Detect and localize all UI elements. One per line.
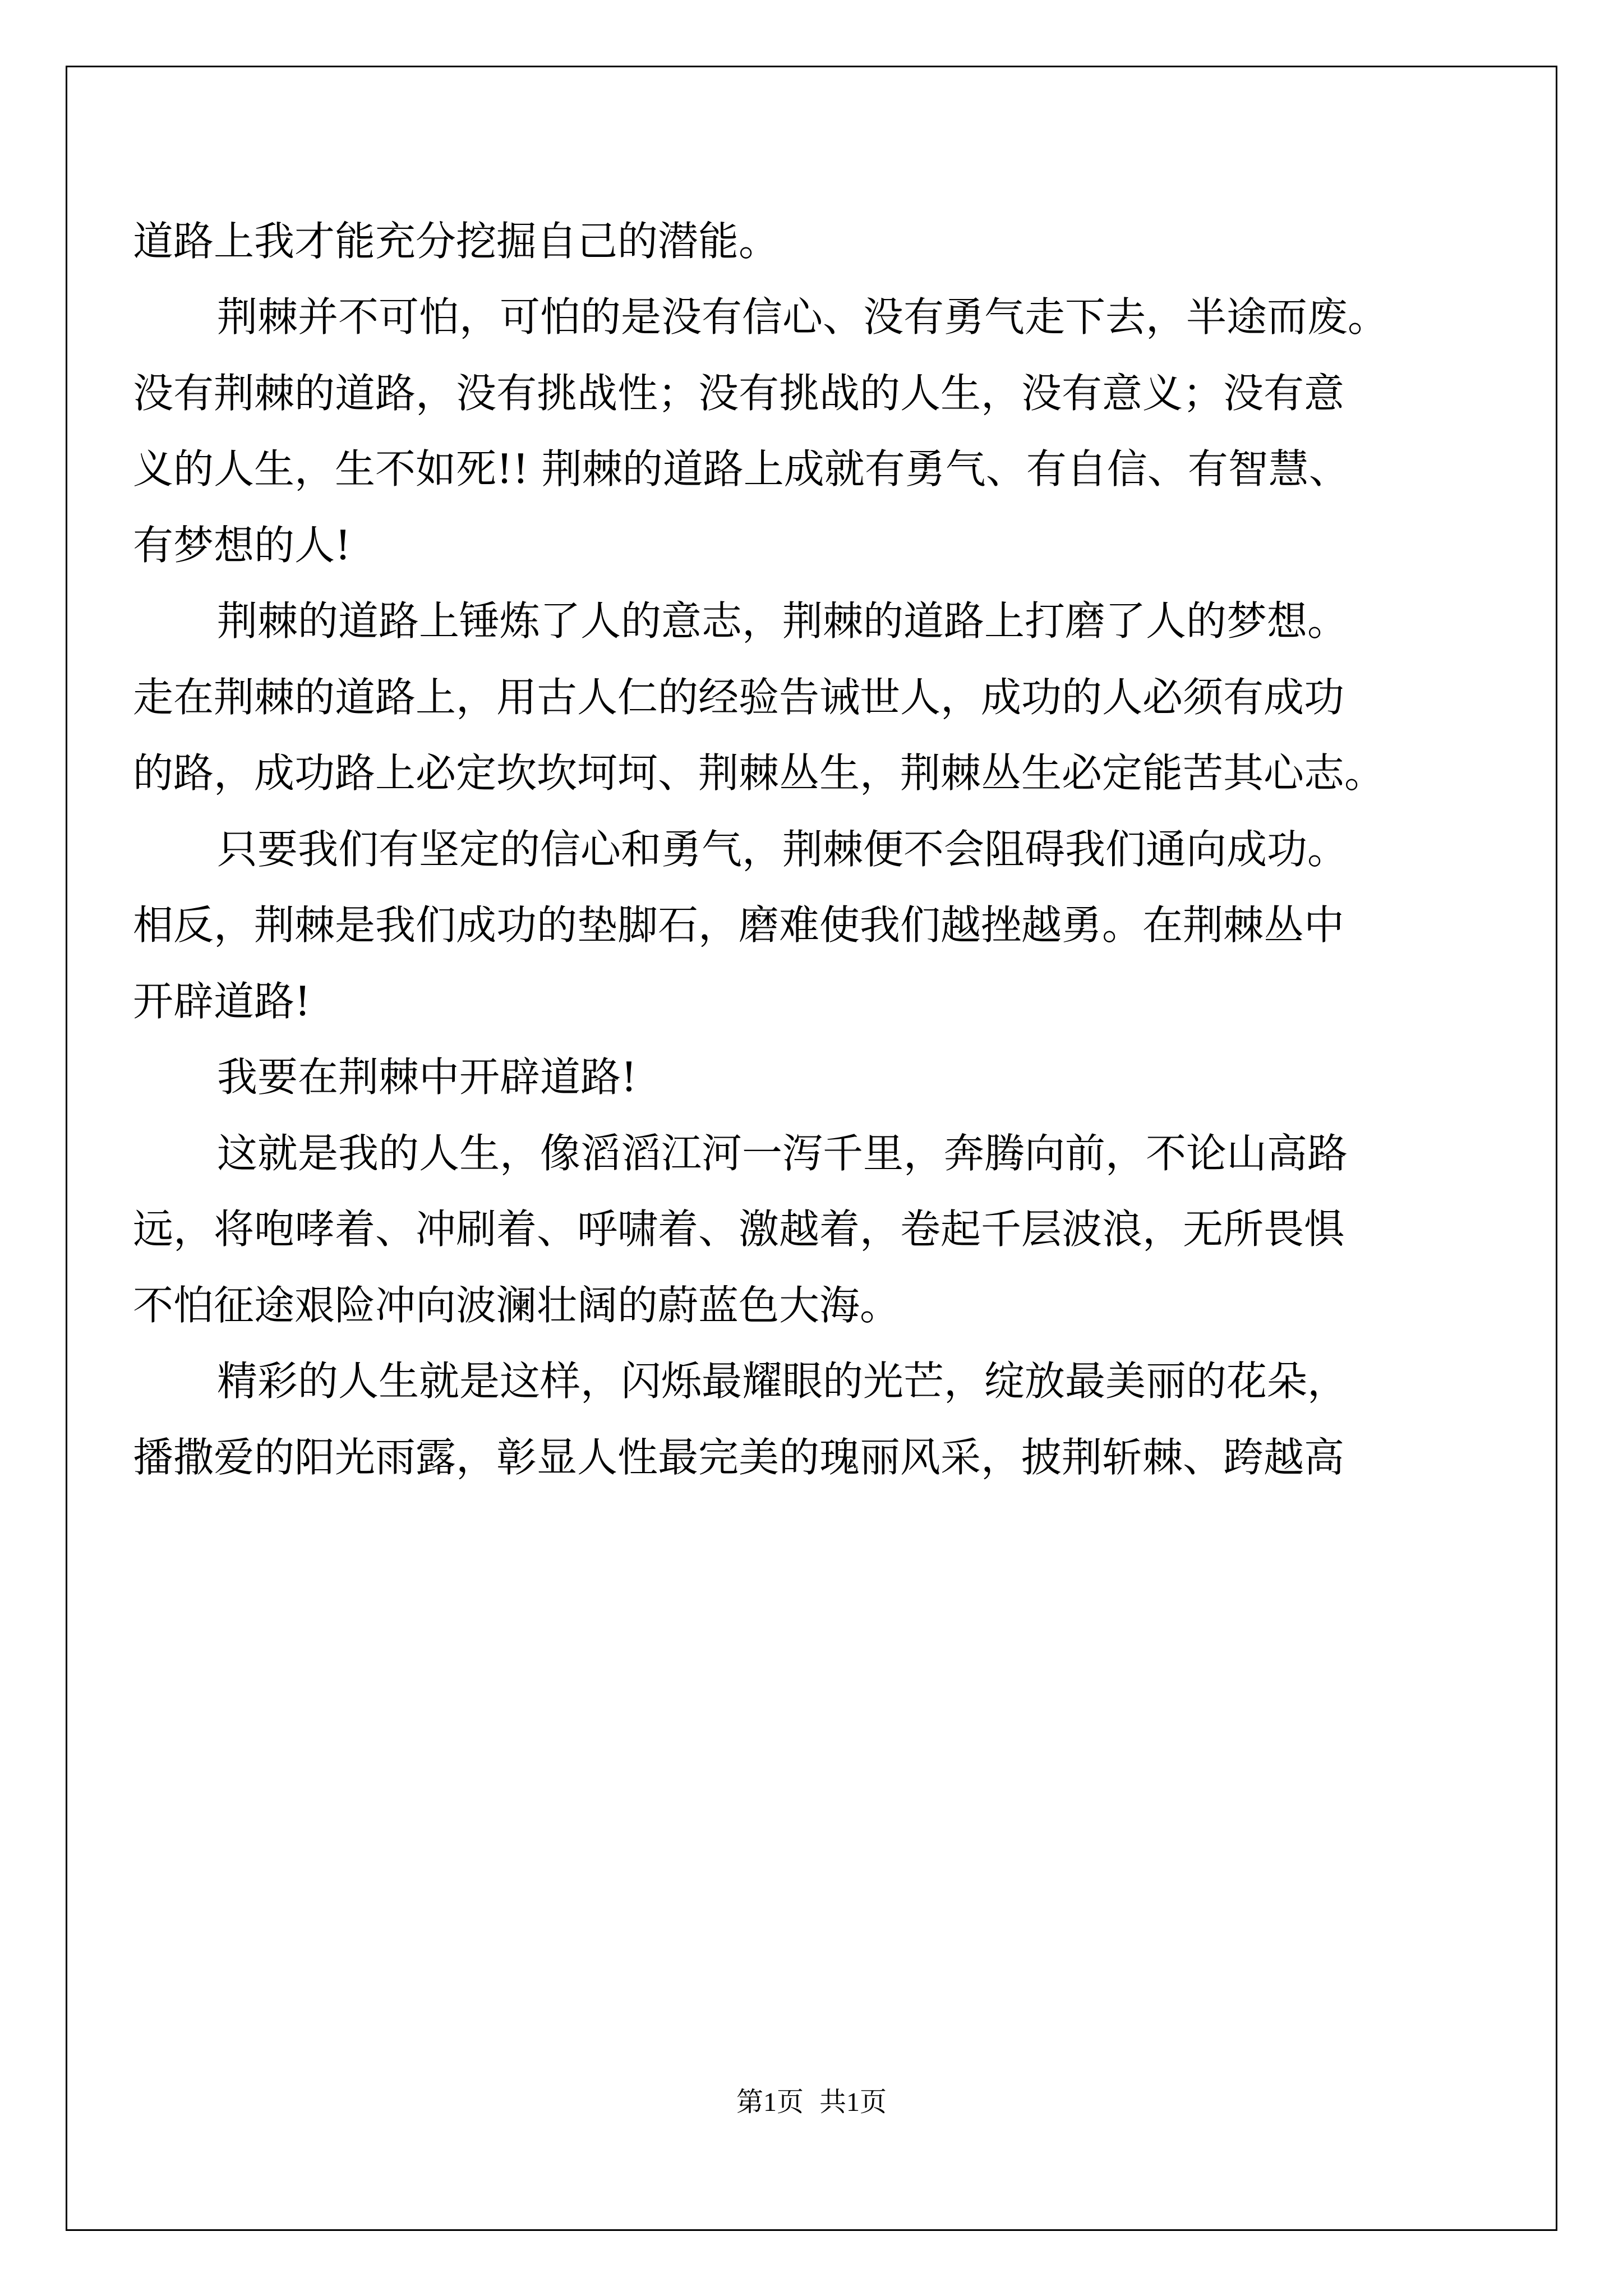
text-line: 走在荆棘的道路上，用古人仁的经验告诫世人，成功的人必须有成功 — [133, 674, 1345, 721]
text-line: 没有荆棘的道路，没有挑战性；没有挑战的人生，没有意义；没有意 — [133, 370, 1345, 417]
text-line: 开辟道路! — [133, 978, 311, 1025]
paragraph-first-line: 荆棘并不可怕，可怕的是没有信心、没有勇气走下去，半途而废。 — [217, 293, 1389, 341]
text-line: 道路上我才能充分挖掘自己的潜能。 — [133, 218, 780, 265]
text-line: 义的人生，生不如死!! 荆棘的道路上成就有勇气、有自信、有智慧、 — [133, 445, 1349, 493]
text-line: 有梦想的人! — [133, 522, 351, 569]
text-line: 的路，成功路上必定坎坎坷坷、荆棘丛生，荆棘丛生必定能苦其心志。 — [133, 749, 1385, 797]
paragraph-first-line: 只要我们有坚定的信心和勇气，荆棘便不会阻碍我们通向成功。 — [217, 826, 1348, 873]
paragraph-first-line: 这就是我的人生，像滔滔江河一泻千里，奔腾向前，不论山高路 — [217, 1130, 1348, 1177]
paragraph-first-line: 我要在荆棘中开辟道路! — [217, 1053, 637, 1101]
page-number: 第1页 — [736, 2087, 804, 2117]
text-line: 播撒爱的阳光雨露，彰显人性最完美的瑰丽风采，披荆斩棘、跨越高 — [133, 1434, 1345, 1481]
text-line: 相反，荆棘是我们成功的垫脚石，磨难使我们越挫越勇。在荆棘丛中 — [133, 901, 1345, 949]
page-total: 共1页 — [819, 2087, 887, 2117]
paragraph-first-line: 荆棘的道路上锤炼了人的意志，荆棘的道路上打磨了人的梦想。 — [217, 597, 1348, 645]
text-line: 不怕征途艰险冲向波澜壮阔的蔚蓝色大海。 — [133, 1282, 901, 1329]
text-line: 远，将咆哮着、冲刷着、呼啸着、激越着，卷起千层波浪，无所畏惧 — [133, 1205, 1345, 1253]
page-footer — [0, 2086, 1623, 2119]
paragraph-first-line: 精彩的人生就是这样，闪烁最耀眼的光芒，绽放最美丽的花朵， — [217, 1358, 1348, 1405]
